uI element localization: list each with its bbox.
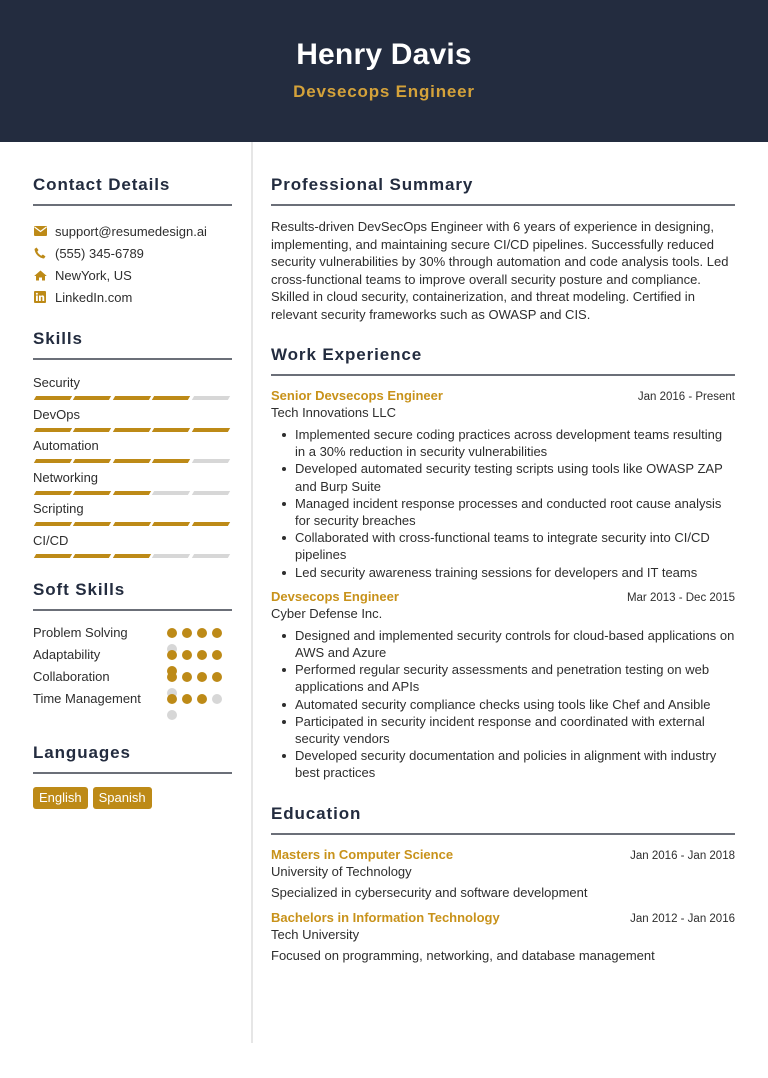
skill-level-segment: [191, 459, 230, 463]
skill-name: DevOps: [33, 406, 80, 422]
soft-skill-rating: [167, 625, 227, 647]
contact-email[interactable]: [33, 220, 232, 242]
contact-section: [33, 175, 232, 308]
section-heading: Soft Skills: [33, 579, 126, 599]
section-rule: [33, 204, 232, 206]
rating-dot: [212, 650, 222, 660]
work-experience-section: [271, 345, 735, 782]
skill-level-segment: [73, 428, 112, 432]
rating-dot: [167, 672, 177, 682]
languages-section: [33, 743, 232, 809]
job-bullet: Implemented secure coding practices across development teams resulting in a 30% reduction in security vulnerabilities: [295, 426, 735, 460]
job-bullet: Managed incident response processes and conducted root cause analysis for security breaches: [295, 495, 735, 529]
skill-level-segment: [152, 491, 191, 495]
skills-section: [33, 329, 232, 564]
skill-item: [33, 437, 232, 469]
languages-list: [33, 787, 232, 809]
skill-level-segment: [34, 428, 73, 432]
job-bullet: Participated in security incident response and coordinated with external security vendors: [295, 713, 735, 747]
section-rule: [33, 609, 232, 611]
soft-skill-item: [33, 669, 232, 691]
soft-skill-name: Problem Solving: [33, 624, 128, 640]
rating-dot: [167, 694, 177, 704]
rating-dot: [182, 650, 192, 660]
skill-level-segment: [73, 491, 112, 495]
skill-level-segment: [73, 522, 112, 526]
skill-level-segment: [113, 522, 152, 526]
skill-level-segment: [113, 554, 152, 558]
skill-level-segment: [152, 459, 191, 463]
contact-location: [33, 264, 232, 286]
skill-level-segment: [34, 459, 73, 463]
section-heading: Professional Summary: [271, 175, 474, 194]
rating-dot: [182, 694, 192, 704]
soft-skill-name: Collaboration: [33, 668, 110, 684]
candidate-name: Henry Davis: [296, 38, 472, 71]
section-heading: Work Experience: [271, 345, 423, 364]
skill-level-segment: [73, 396, 112, 400]
candidate-title: Devsecops Engineer: [293, 82, 475, 101]
skill-item: [33, 469, 232, 501]
soft-skill-item: [33, 625, 232, 647]
skill-item: [33, 532, 232, 564]
rating-dot: [197, 672, 207, 682]
job-dates: Jan 2016 - Present: [637, 391, 735, 403]
job-bullet: Developed security documentation and policies in alignment with industry best practices: [295, 747, 735, 781]
soft-skill-rating: [167, 647, 227, 669]
job-entry: [271, 388, 735, 581]
skill-level-segment: [152, 396, 191, 400]
education-description: Focused on programming, networking, and database management: [271, 947, 655, 963]
contact-list: [33, 220, 232, 308]
education-section: [271, 804, 735, 963]
degree-title: Bachelors in Information Technology: [271, 909, 500, 925]
rating-dot: [167, 710, 177, 720]
job-bullet: Developed automated security testing scripts using tools like OWASP ZAP and Burp Suite: [295, 460, 735, 494]
rating-dot: [197, 628, 207, 638]
section-heading: Languages: [33, 742, 131, 762]
contact-location-text: NewYork, US: [55, 267, 132, 283]
soft-skills-section: [33, 580, 232, 713]
skill-level-segment: [152, 428, 191, 432]
section-rule: [271, 204, 735, 206]
job-company: Cyber Defense Inc.: [271, 605, 383, 621]
rating-dot: [167, 628, 177, 638]
education-entry: [271, 910, 735, 963]
skill-item: [33, 500, 232, 532]
skill-level-segment: [191, 428, 230, 432]
soft-skill-item: [33, 647, 232, 669]
envelope-icon: [33, 224, 47, 238]
skills-list: [33, 374, 232, 564]
rating-dot: [197, 650, 207, 660]
rating-dot: [167, 650, 177, 660]
job-bullets: [271, 627, 735, 782]
job-bullets: [271, 426, 735, 581]
skill-item: [33, 374, 232, 406]
skill-level-segment: [113, 396, 152, 400]
rating-dot: [212, 672, 222, 682]
job-title: Senior Devsecops Engineer: [271, 388, 443, 403]
skill-name: Automation: [33, 438, 99, 454]
section-rule: [271, 374, 735, 376]
contact-phone[interactable]: [33, 242, 232, 264]
skill-level-segment: [73, 459, 112, 463]
skill-level-segment: [191, 554, 230, 558]
home-icon: [33, 268, 47, 282]
right-column: [271, 142, 735, 963]
skill-level-segment: [113, 459, 152, 463]
skill-level-segment: [34, 554, 73, 558]
skill-level-bar: [35, 428, 232, 432]
section-heading: Contact Details: [33, 175, 171, 194]
education-description: Specialized in cybersecurity and software development: [271, 884, 588, 900]
contact-phone-text: (555) 345-6789: [55, 245, 144, 261]
skill-name: Scripting: [33, 501, 84, 517]
skill-level-bar: [35, 522, 232, 526]
skill-level-segment: [73, 554, 112, 558]
left-column: [33, 142, 232, 809]
language-badge: Spanish: [93, 787, 152, 809]
job-entry: [271, 589, 735, 782]
section-rule: [271, 833, 735, 835]
education-dates: Jan 2012 - Jan 2016: [630, 912, 735, 925]
skill-level-segment: [34, 522, 73, 526]
skill-level-bar: [35, 491, 232, 495]
skill-level-segment: [152, 522, 191, 526]
section-rule: [33, 358, 232, 360]
contact-email-text: support@resumedesign.ai: [55, 223, 207, 239]
job-dates: Mar 2013 - Dec 2015: [626, 591, 735, 604]
soft-skills-list: [33, 625, 232, 713]
language-badge: English: [33, 787, 88, 809]
soft-skill-name: Time Management: [33, 690, 141, 706]
rating-dot: [182, 672, 192, 682]
job-title: Devsecops Engineer: [271, 588, 399, 604]
job-bullet: Automated security compliance checks using tools like Chef and Ansible: [295, 696, 735, 713]
skill-name: Networking: [33, 469, 99, 485]
soft-skill-name: Adaptability: [33, 646, 101, 662]
soft-skill-rating: [167, 691, 227, 713]
rating-dot: [212, 694, 222, 704]
job-bullet: Designed and implemented security controls for cloud-based applications on AWS and Azure: [295, 627, 735, 661]
school-name: Tech University: [271, 926, 360, 942]
summary-text: Results-driven DevSecOps Engineer with 6 years of experience in designing, implementing, and maintaining secure CI/CD pipelines. Successfully reduced security vulnerabilities by 30% through automation and code analysis tools. Led cross-functional teams to improve overall security posture and compliance. Skilled in cloud security, containerization, and threat modeling. Certified in relevant security frameworks such as OWASP and CIS.: [271, 219, 729, 322]
skill-level-segment: [113, 428, 152, 432]
phone-icon: [33, 246, 47, 260]
skill-level-bar: [35, 459, 232, 463]
degree-title: Masters in Computer Science: [271, 846, 454, 862]
contact-linkedin[interactable]: [33, 286, 232, 308]
education-dates: Jan 2016 - Jan 2018: [630, 849, 735, 862]
soft-skill-rating: [167, 669, 227, 691]
education-entry: [271, 847, 735, 900]
skill-level-segment: [152, 554, 191, 558]
skill-level-segment: [191, 396, 230, 400]
section-rule: [33, 772, 232, 774]
rating-dot: [197, 694, 207, 704]
job-company: Tech Innovations LLC: [271, 405, 397, 420]
skill-level-segment: [34, 491, 73, 495]
skill-level-bar: [35, 554, 232, 558]
job-bullet: Performed regular security assessments and penetration testing on web applications and APIs: [295, 661, 735, 695]
job-bullet: Led security awareness training sessions for developers and IT teams: [295, 564, 735, 581]
skill-level-bar: [35, 396, 232, 400]
contact-linkedin-text: LinkedIn.com: [55, 289, 133, 305]
section-heading: Education: [271, 803, 362, 823]
skill-name: Security: [33, 375, 80, 390]
skill-name: CI/CD: [33, 532, 69, 548]
school-name: University of Technology: [271, 863, 412, 879]
rating-dot: [182, 628, 192, 638]
linkedin-icon: [33, 290, 47, 304]
summary-section: [271, 175, 735, 323]
column-divider: [251, 142, 253, 1043]
skill-level-segment: [113, 491, 152, 495]
skill-level-segment: [191, 491, 230, 495]
resume-header: [0, 0, 768, 142]
job-bullet: Collaborated with cross-functional teams to integrate security into CI/CD pipelines: [295, 529, 735, 563]
skill-level-segment: [191, 522, 230, 526]
section-heading: Skills: [33, 329, 83, 348]
soft-skill-item: [33, 691, 232, 713]
skill-level-segment: [34, 396, 73, 400]
rating-dot: [212, 628, 222, 638]
skill-item: [33, 406, 232, 438]
